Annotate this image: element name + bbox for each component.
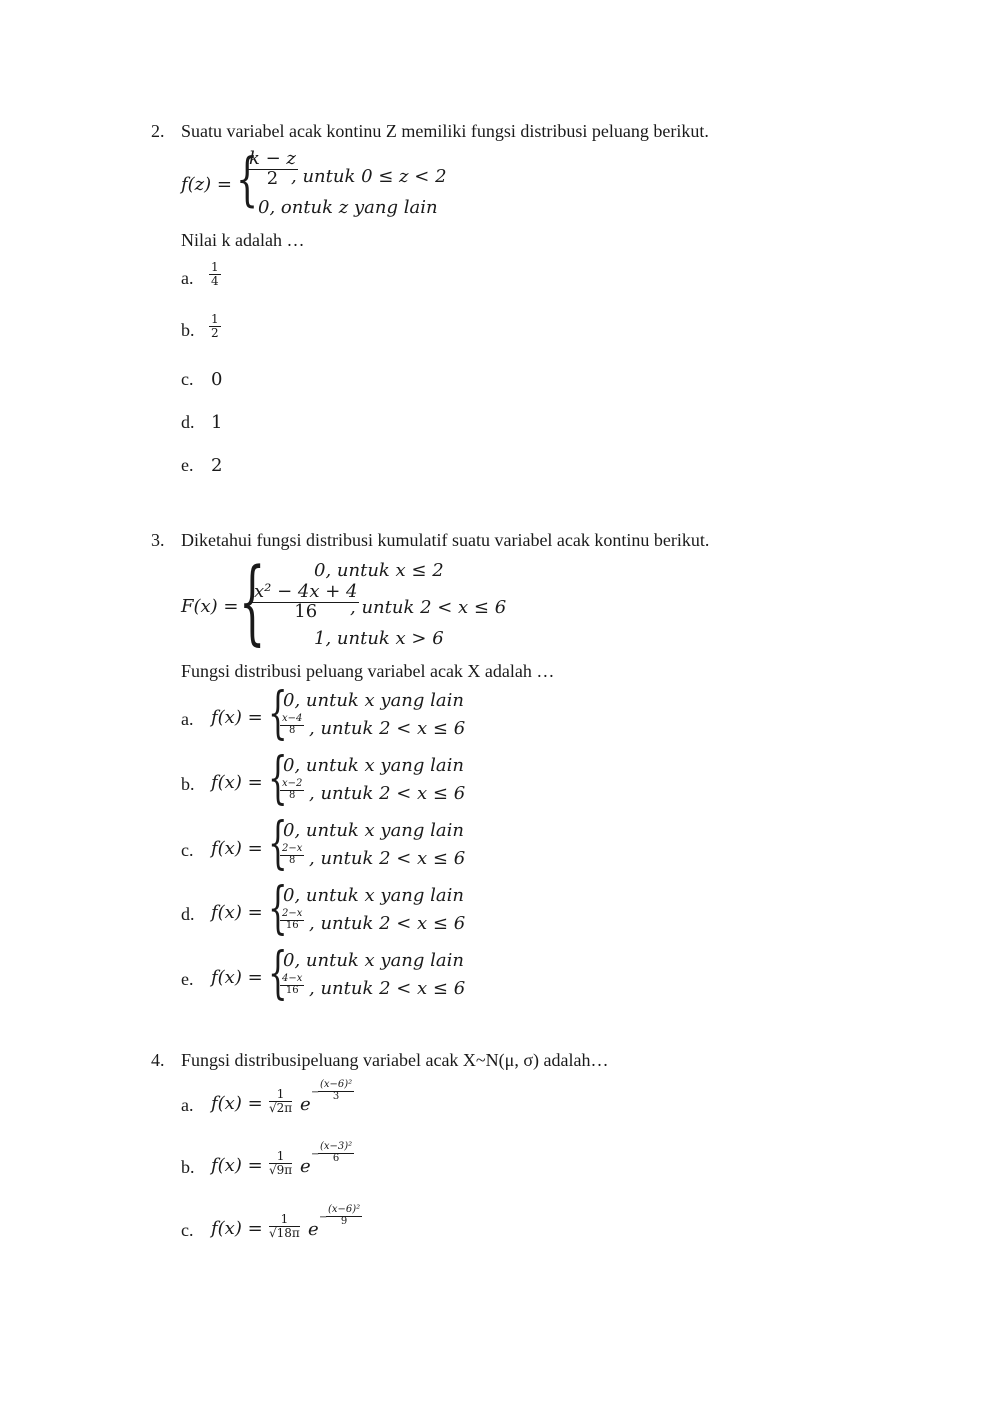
numerator: k − z (249, 148, 296, 169)
option-label[interactable]: a. (181, 709, 194, 729)
numerator: 2−x (282, 908, 303, 919)
case-line-1: 0, untuk x yang lain (283, 950, 464, 971)
option-fraction[interactable] (209, 313, 221, 339)
option-label[interactable]: b. (181, 774, 195, 794)
denominator: √18π (269, 1225, 300, 1240)
exponent-fraction (318, 1080, 354, 1102)
question-stem: Suatu variabel acak kontinu Z memiliki fungsi distribusi peluang berikut. (181, 121, 709, 141)
left-brace: { (268, 681, 288, 746)
option-value[interactable]: 1 (211, 412, 223, 433)
fraction (269, 1213, 300, 1239)
case-line-1: 0, untuk x yang lain (283, 690, 464, 711)
denominator: 16 (285, 984, 299, 996)
option-label[interactable]: c. (181, 1220, 194, 1240)
numerator: 1 (269, 1088, 292, 1102)
question-number: 4. (151, 1050, 165, 1070)
option-fraction[interactable] (209, 261, 221, 287)
option-label[interactable]: e. (181, 969, 194, 989)
fraction (280, 714, 304, 736)
case-line-1: 0, untuk x ≤ 2 (314, 560, 444, 581)
denominator: √9π (269, 1162, 293, 1177)
fraction (269, 1150, 292, 1176)
question-prompt: Nilai k adalah … (181, 230, 305, 250)
exponent-denominator: 9 (340, 1215, 348, 1227)
exponent-sign: − (311, 1087, 320, 1098)
case-line-1: 0, untuk x yang lain (283, 820, 464, 841)
fraction (280, 844, 304, 866)
denominator: 16 (294, 600, 318, 622)
left-brace: { (268, 811, 288, 876)
function-lhs: f(x) = (211, 902, 263, 923)
option-label[interactable]: a. (181, 1095, 194, 1115)
numerator: 1 (211, 260, 219, 274)
case-condition: , untuk 2 < x ≤ 6 (309, 718, 466, 739)
function-lhs: f(x) = (211, 1093, 263, 1114)
function-lhs: f(z) = (181, 174, 232, 195)
exponent-numerator: (x−6)² (320, 1079, 353, 1090)
question-stem: Fungsi distribusipeluang variabel acak X~N(μ, σ) adalah… (181, 1050, 609, 1070)
exponential-base: e (308, 1219, 319, 1240)
case-otherwise: 0, ontuk z yang lain (258, 197, 438, 218)
case-condition: , untuk 2 < x ≤ 6 (309, 848, 466, 869)
case-condition: , untuk 2 < x ≤ 6 (309, 913, 466, 934)
numerator: x−2 (282, 778, 303, 789)
denominator: √2π (269, 1100, 293, 1115)
function-lhs: f(x) = (211, 772, 263, 793)
numerator: 4−x (282, 973, 303, 984)
exponent-sign: − (319, 1212, 328, 1223)
numerator: x² − 4x + 4 (254, 581, 358, 602)
function-lhs: f(x) = (211, 1218, 263, 1239)
question-stem: Diketahui fungsi distribusi kumulatif suatu variabel acak kontinu berikut. (181, 530, 710, 550)
case-condition: , untuk 0 ≤ z < 2 (291, 166, 447, 187)
exponent-sign: − (311, 1149, 320, 1160)
fraction (252, 583, 359, 622)
left-brace: { (268, 876, 288, 941)
option-label[interactable]: c. (181, 369, 194, 389)
exponent-denominator: 6 (332, 1152, 340, 1164)
option-label[interactable]: c. (181, 840, 194, 860)
exponent-numerator: (x−3)² (320, 1141, 353, 1152)
option-label[interactable]: a. (181, 268, 194, 288)
fraction (280, 779, 304, 801)
option-label[interactable]: b. (181, 320, 195, 340)
exponent-numerator: (x−6)² (328, 1204, 361, 1215)
denominator: 8 (289, 724, 296, 736)
option-label[interactable]: b. (181, 1157, 195, 1177)
exponent-denominator: 3 (332, 1090, 340, 1102)
fraction (280, 974, 304, 996)
option-value[interactable]: 2 (211, 455, 223, 476)
function-lhs: f(x) = (211, 707, 263, 728)
function-lhs: F(x) = (181, 596, 239, 617)
fraction (269, 1088, 292, 1114)
case-line-3: 1, untuk x > 6 (314, 628, 444, 649)
denominator: 2 (266, 167, 279, 189)
numerator: 1 (269, 1213, 300, 1227)
question-prompt: Fungsi distribusi peluang variabel acak X adalah … (181, 661, 555, 681)
numerator: 1 (211, 312, 219, 326)
function-lhs: f(x) = (211, 967, 263, 988)
option-label[interactable]: e. (181, 455, 194, 475)
numerator: 1 (269, 1150, 292, 1164)
denominator: 4 (211, 273, 219, 288)
case-condition: , untuk 2 < x ≤ 6 (350, 597, 507, 618)
question-number: 3. (151, 530, 165, 550)
option-value[interactable]: 0 (211, 369, 223, 390)
function-lhs: f(x) = (211, 1155, 263, 1176)
exponent-fraction (326, 1205, 362, 1227)
case-line-1: 0, untuk x yang lain (283, 885, 464, 906)
exponential-base: e (300, 1094, 311, 1115)
left-brace: { (268, 941, 288, 1006)
denominator: 8 (289, 854, 296, 866)
exponential-base: e (300, 1156, 311, 1177)
numerator: 2−x (282, 843, 303, 854)
option-label[interactable]: d. (181, 904, 195, 924)
case-condition: , untuk 2 < x ≤ 6 (309, 783, 466, 804)
fraction (280, 909, 304, 931)
question-number: 2. (151, 121, 165, 141)
denominator: 2 (211, 325, 219, 340)
left-brace: { (268, 746, 288, 811)
left-brace: { (236, 145, 259, 213)
left-brace: { (239, 548, 266, 655)
denominator: 16 (285, 919, 299, 931)
case-condition: , untuk 2 < x ≤ 6 (309, 978, 466, 999)
denominator: 8 (289, 789, 296, 801)
option-label[interactable]: d. (181, 412, 195, 432)
case-line-1: 0, untuk x yang lain (283, 755, 464, 776)
numerator: x−4 (282, 713, 303, 724)
exponent-fraction (318, 1142, 354, 1164)
function-lhs: f(x) = (211, 838, 263, 859)
